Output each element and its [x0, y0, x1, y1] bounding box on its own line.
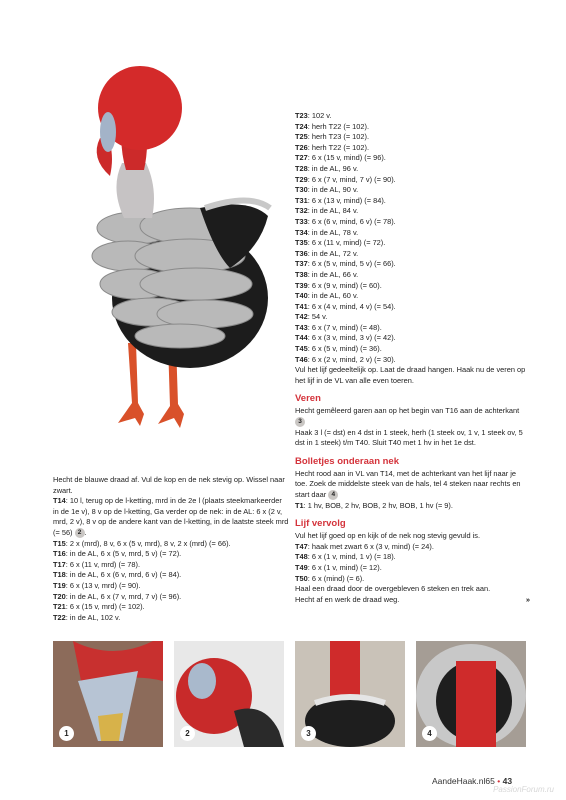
round-row: T43: 6 x (7 v, mind) (= 48). — [295, 322, 382, 332]
closing-paragraph: Vul het lijf gedeeltelijk op. Laat de draad hangen. Haak nu de veren op het lijf in de VL van alle even toeren. — [295, 365, 526, 385]
lijf-paragraph-2: Haal een draad door de overgebleven 6 steken en trek aan. — [295, 584, 491, 594]
round-row: T28: in de AL, 96 v. — [295, 163, 359, 173]
photo-ref-badge-4: 4 — [328, 490, 338, 500]
round-row: T35: 6 x (11 v, mind) (= 72). — [295, 238, 386, 248]
round-row: T39: 6 x (9 v, mind) (= 60). — [295, 280, 382, 290]
round-row: T17: 6 x (11 v, mrd) (= 78). — [53, 559, 141, 569]
left-column-text — [53, 475, 289, 623]
step-number-4: 4 — [422, 726, 437, 741]
round-row: T46: 6 x (2 v, mind, 2 v) (= 30). — [295, 354, 396, 364]
continue-arrow-icon: » — [525, 594, 530, 604]
footer-site: AandeHaak.nl — [432, 776, 486, 786]
lijf-paragraph-3: Hecht af en werk de draad weg. » — [295, 594, 530, 604]
veren-paragraph-1: Hecht gemêleerd garen aan op het begin van T16 aan de achterkant 3 — [295, 406, 520, 426]
round-row: T29: 6 x (7 v, mind, 7 v) (= 90). — [295, 174, 396, 184]
round-row: T40: in de AL, 60 v. — [295, 291, 359, 301]
step-photo-1 — [53, 641, 163, 747]
footer-issue: 65 — [485, 776, 495, 786]
round-list-right — [295, 111, 530, 365]
round-row: T30: in de AL, 90 v. — [295, 185, 359, 195]
round-t14: T14: 10 l, terug op de l-ketting, mrd in de 2e l (plaats steekmarkeerder in de 1e v), 8 v op de l-ketting, Ga verder op de nek: in de AL: 6 x (2 v, mrd, 2 v), 8 v op de andere kant van de l-ketting, in de laatste steek mrd (= 56) 2 . — [53, 496, 289, 537]
round-row: T37: 6 x (5 v, mind, 5 v) (= 66). — [295, 259, 396, 269]
page-number: 43 — [502, 776, 513, 786]
round-row: T38: in de AL, 66 v. — [295, 269, 359, 279]
round-row: T20: in de AL, 6 x (7 v, mrd, 7 v) (= 96). — [53, 591, 182, 601]
round-row: T27: 6 x (15 v, mind) (= 96). — [295, 153, 386, 163]
round-row: T41: 6 x (4 v, mind, 4 v) (= 54). — [295, 301, 396, 311]
round-row: T25: herh T23 (= 102). — [295, 132, 370, 142]
round-row: T36: in de AL, 72 v. — [295, 248, 359, 258]
step-photo-4 — [416, 641, 526, 747]
round-row: T31: 6 x (13 v, mind) (= 84). — [295, 195, 386, 205]
round-list-lijf — [295, 542, 530, 584]
round-row: T18: in de AL, 6 x (6 v, mrd, 6 v) (= 84). — [53, 570, 182, 580]
round-list-left — [53, 539, 289, 624]
photo-ref-badge-2: 2 — [75, 528, 85, 538]
round-row: T15: 2 x (mrd), 8 v, 6 x (5 v, mrd), 8 v, 2 x (mrd) (= 66). — [53, 538, 231, 548]
left-intro-paragraph: Hecht de blauwe draad af. Vul de kop en de nek stevig op. Wissel naar zwart. — [53, 475, 285, 495]
step-number-2: 2 — [180, 726, 195, 741]
round-row: T48: 6 x (1 v, mind, 1 v) (= 18). — [295, 552, 396, 562]
step-photo-strip — [53, 641, 526, 747]
round-row: T32: in de AL, 84 v. — [295, 206, 359, 216]
round-row: T49: 6 x (1 v, mind) (= 12). — [295, 562, 382, 572]
step-number-3: 3 — [301, 726, 316, 741]
round-row: T47: haak met zwart 6 x (3 v, mind) (= 24). — [295, 541, 434, 551]
round-row: T44: 6 x (3 v, mind, 3 v) (= 42). — [295, 333, 396, 343]
bolletjes-round-t1: T1: 1 hv, BOB, 2 hv, BOB, 2 hv, BOB, 1 hv (= 9). — [295, 500, 453, 510]
section-heading-bolletjes: Bolletjes onderaan nek — [295, 455, 400, 467]
round-row: T34: in de AL, 78 v. — [295, 227, 359, 237]
round-row: T23: 102 v. — [295, 111, 332, 120]
bolletjes-paragraph: Hecht rood aan in VL van T14, met de achterkant van het lijf naar je toe. Zoek de middelste steek van de hals, tel 4 steken naar rechts en start daar 4 — [295, 468, 521, 499]
lijf-paragraph-1: Vul het lijf goed op en kijk of de nek nog stevig gevuld is. — [295, 531, 481, 541]
photo-ref-badge-3: 3 — [295, 417, 305, 427]
step-photo-2 — [174, 641, 284, 747]
section-heading-veren: Veren — [295, 393, 321, 405]
step-number-1: 1 — [59, 726, 74, 741]
round-row: T19: 6 x (13 v, mrd) (= 90). — [53, 580, 141, 590]
round-row: T45: 6 x (5 v, mind) (= 36). — [295, 344, 382, 354]
step-photo-3 — [295, 641, 405, 747]
section-heading-lijf-vervolg: Lijf vervolg — [295, 518, 346, 530]
round-row: T16: in de AL, 6 x (5 v, mrd, 5 v) (= 72). — [53, 549, 182, 559]
round-row: T22: in de AL, 102 v. — [53, 612, 121, 622]
round-row: T24: herh T22 (= 102). — [295, 121, 370, 131]
veren-paragraph-2: Haak 3 l (= dst) en 4 dst in 1 steek, herh (1 steek ov, 1 v, 1 steek ov, 5 dst in 1 steek) t/m T40. Sluit T40 met 1 hv in het 1e dst. — [295, 427, 523, 448]
round-row: T42: 54 v. — [295, 312, 328, 322]
main-photo-crochet-turkey — [40, 58, 280, 436]
watermark-text: PassionForum.ru — [493, 785, 554, 794]
right-column-text — [295, 111, 530, 605]
round-row: T21: 6 x (15 v, mrd) (= 102). — [53, 602, 145, 612]
round-row: T50: 6 x (mind) (= 6). — [295, 573, 365, 583]
round-row: T26: herh T22 (= 102). — [295, 142, 370, 152]
footer-bullet: • — [497, 776, 501, 786]
round-row: T33: 6 x (6 v, mind, 6 v) (= 78). — [295, 216, 396, 226]
